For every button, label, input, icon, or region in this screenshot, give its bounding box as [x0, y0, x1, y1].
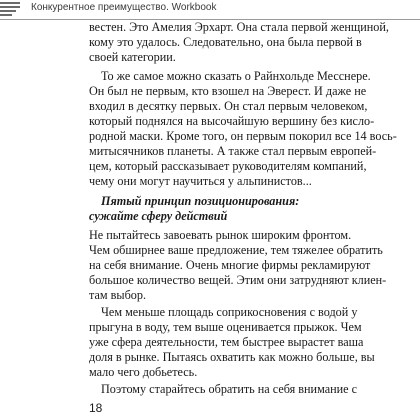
section-heading-continued: сужайте сферу действий [89, 209, 228, 223]
body-text-line: митысячников планеты. А также стал первым европей- [89, 144, 377, 158]
body-text-line: вестен. Это Амелия Эрхарт. Она стала первой женщиной, [89, 20, 389, 34]
body-text-line: доля в рынке. Пытаясь охватить как можно больше, вы [89, 350, 375, 364]
body-text-line: Поэтому старайтесь обратить на себя внимание с [101, 382, 358, 396]
body-text-line: который поднялся на высочайшую вершину без кисло- [89, 114, 375, 128]
body-text-line: уже сфера деятельности, тем быстрее вырастет ваша [89, 335, 364, 349]
page-number: 18 [89, 401, 103, 415]
body-text-line: мало чего добьетесь. [89, 365, 198, 379]
body-text-line: родной маски. Кроме того, он первым покорил все 14 вось- [89, 129, 397, 143]
section-heading: Пятый принцип позиционирования: [101, 194, 300, 208]
body-text-line: Чем меньше площадь соприкосновения с водой у [101, 305, 358, 319]
body-text-line: цем, который рассказывает руководителям компаний, [89, 159, 367, 173]
body-text-line: прыгуна в воду, тем выше оценивается прыжок. Чем [89, 320, 362, 334]
body-text-line: входил в десятку первых. Он стал первым человеком, [89, 99, 368, 113]
book-stack-icon [0, 0, 20, 20]
body-text-line: на себя внимание. Очень многие фирмы рекламируют [89, 258, 371, 272]
body-text-line: большое количество вещей. Этим они затрудняют клиен- [89, 273, 387, 287]
body-text-line: своей категории. [89, 50, 176, 64]
body-text-line: То же самое можно сказать о Райнхольде Месснере. [101, 69, 371, 83]
body-text-line: Чем обширнее ваше предложение, тем тяжелее обратить [89, 243, 383, 257]
body-text-line: там выбор. [89, 288, 147, 302]
body-text-line: кому это удалось. Следовательно, она была первой в [89, 35, 362, 49]
body-text-line: Он был не первым, кто взошел на Эверест. И даже не [89, 84, 367, 98]
body-text-line: Не пытайтесь завоевать рынок широким фронтом. [89, 228, 352, 242]
running-header-title: Конкурентное преимущество. Workbook [31, 2, 217, 13]
body-text-line: чему они могут научиться у альпинистов... [89, 174, 312, 188]
